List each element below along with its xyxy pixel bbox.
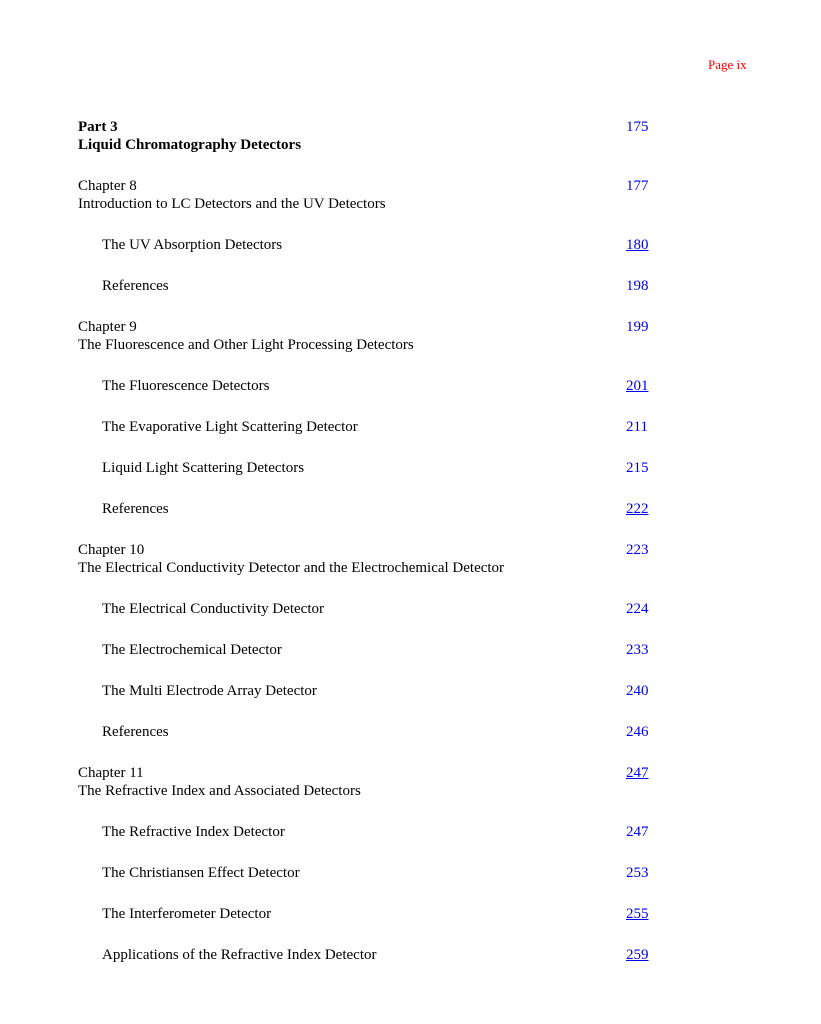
chapter-label: Chapter 9	[78, 319, 137, 335]
section-title: References	[102, 278, 169, 294]
section-page-link[interactable]: 247	[626, 824, 649, 840]
section-title: The Christiansen Effect Detector	[102, 865, 300, 881]
section-title: References	[102, 724, 169, 740]
chapter-title: The Electrical Conductivity Detector and the Electrochemical Detector	[78, 560, 505, 576]
section-page-link[interactable]: 240	[626, 683, 649, 699]
chapter-label: Chapter 10	[78, 542, 145, 558]
section-title: The Interferometer Detector	[102, 906, 272, 922]
section-title: The Multi Electrode Array Detector	[102, 683, 317, 699]
section-title: References	[102, 501, 169, 517]
section-page-link[interactable]: 224	[626, 601, 649, 617]
section-title: The Electrochemical Detector	[102, 642, 282, 658]
section-page-link[interactable]: 253	[626, 865, 649, 881]
part-title: Liquid Chromatography Detectors	[78, 137, 302, 153]
section-page-link[interactable]: 233	[626, 642, 649, 658]
section-title: The Electrical Conductivity Detector	[102, 601, 324, 617]
section-page-link[interactable]: 246	[626, 724, 649, 740]
chapter-heading	[78, 764, 361, 800]
section-page-link[interactable]: 180	[626, 237, 649, 253]
chapter-title: The Refractive Index and Associated Detectors	[78, 783, 361, 799]
chapter-heading	[78, 318, 414, 354]
chapter-heading	[78, 541, 504, 577]
chapter-heading	[78, 177, 386, 213]
section-page-link[interactable]: 211	[626, 419, 648, 435]
section-title: Applications of the Refractive Index Detector	[102, 947, 377, 963]
chapter-title: The Fluorescence and Other Light Processing Detectors	[78, 337, 414, 353]
section-page-link[interactable]: 215	[626, 460, 649, 476]
section-page-link[interactable]: 259	[626, 947, 649, 963]
section-title: The Fluorescence Detectors	[102, 378, 270, 394]
section-title: The Refractive Index Detector	[102, 824, 285, 840]
section-title: The UV Absorption Detectors	[102, 237, 283, 253]
part-label: Part 3	[78, 119, 118, 135]
section-page-link[interactable]: 255	[626, 906, 649, 922]
part-page-link[interactable]: 175	[626, 119, 649, 135]
chapter-page-link[interactable]: 223	[626, 542, 649, 558]
chapter-title: Introduction to LC Detectors and the UV Detectors	[78, 196, 386, 212]
chapter-page-link[interactable]: 177	[626, 178, 649, 194]
section-page-link[interactable]: 198	[626, 278, 649, 294]
section-page-link[interactable]: 201	[626, 378, 649, 394]
section-title: Liquid Light Scattering Detectors	[102, 460, 305, 476]
section-page-link[interactable]: 222	[626, 501, 649, 517]
chapter-label: Chapter 8	[78, 178, 137, 194]
chapter-page-link[interactable]: 247	[626, 765, 649, 781]
chapter-page-link[interactable]: 199	[626, 319, 649, 335]
page-number-label: Page ix	[708, 57, 747, 72]
part-heading	[78, 118, 301, 154]
section-title: The Evaporative Light Scattering Detector	[102, 419, 358, 435]
chapter-label: Chapter 11	[78, 765, 144, 781]
